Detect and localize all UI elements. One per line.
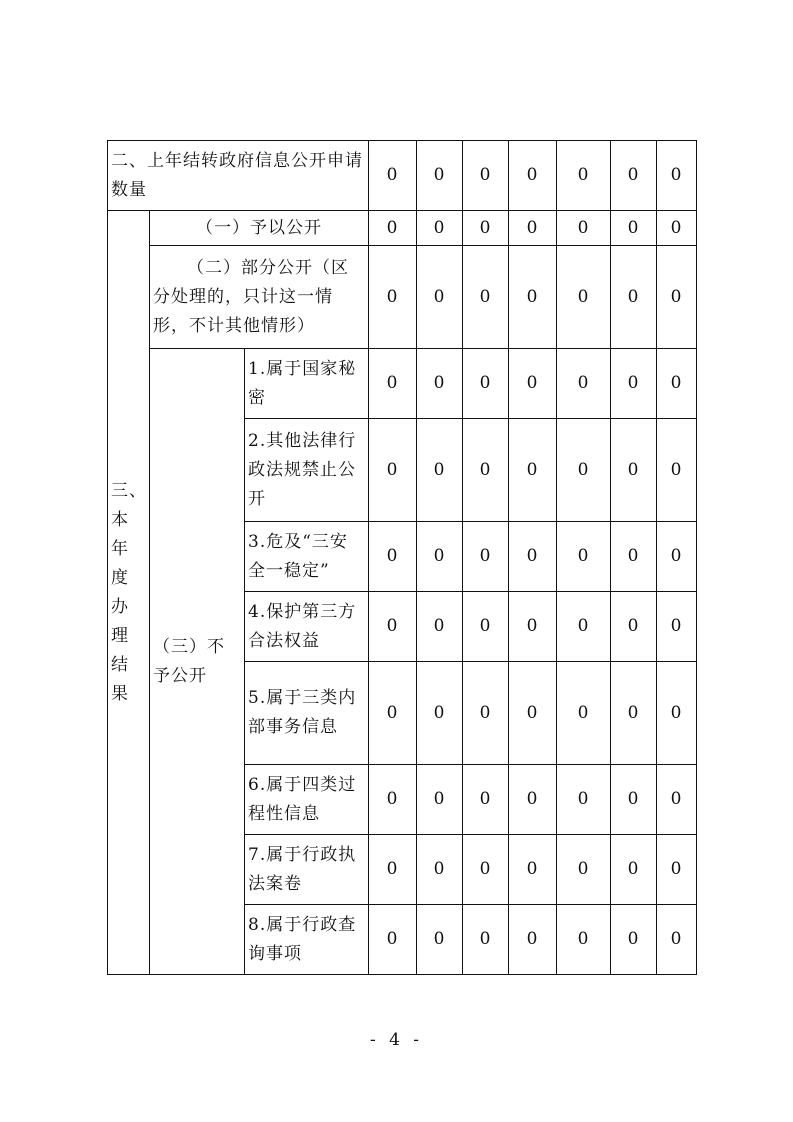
- table-cell: 0: [557, 349, 611, 419]
- table-row: [108, 141, 697, 211]
- table-cell: 0: [417, 141, 463, 211]
- table-row: [108, 246, 697, 349]
- table-cell: 0: [657, 592, 697, 662]
- row-label: 7.属于行政执法案卷: [245, 835, 369, 905]
- row-label: 3.危及“三安全一稳定”: [245, 522, 369, 592]
- table-cell: 0: [369, 211, 417, 246]
- table-cell: 0: [657, 246, 697, 349]
- table-cell: 0: [509, 246, 557, 349]
- table-cell: 0: [463, 662, 509, 765]
- table-cell: 0: [463, 522, 509, 592]
- row-label: 6.属于四类过程性信息: [245, 765, 369, 835]
- table-cell: 0: [611, 765, 657, 835]
- table-cell: 0: [369, 905, 417, 975]
- table-cell: 0: [509, 419, 557, 522]
- table-cell: 0: [557, 522, 611, 592]
- table-cell: 0: [417, 211, 463, 246]
- table-cell: 0: [657, 522, 697, 592]
- table-cell: 0: [417, 522, 463, 592]
- table-cell: 0: [417, 905, 463, 975]
- section-3-label: 三、本年度办理结果: [108, 211, 150, 975]
- table-cell: 0: [463, 905, 509, 975]
- table-cell: 0: [417, 662, 463, 765]
- table-cell: 0: [509, 592, 557, 662]
- table-cell: 0: [611, 662, 657, 765]
- table-cell: 0: [369, 419, 417, 522]
- table-row: [108, 211, 697, 246]
- table-cell: 0: [417, 349, 463, 419]
- table-cell: 0: [557, 835, 611, 905]
- table-cell: 0: [509, 522, 557, 592]
- table-cell: 0: [611, 522, 657, 592]
- row-label: 4.保护第三方合法权益: [245, 592, 369, 662]
- table-cell: 0: [611, 835, 657, 905]
- row-label: 2.其他法律行政法规禁止公开: [245, 419, 369, 522]
- row-label: 5.属于三类内部事务信息: [245, 662, 369, 765]
- table-cell: 0: [369, 141, 417, 211]
- table-cell: 0: [611, 349, 657, 419]
- table-cell: 0: [509, 141, 557, 211]
- page-number: - 4 -: [369, 1030, 424, 1050]
- table-cell: 0: [557, 141, 611, 211]
- table-cell: 0: [417, 592, 463, 662]
- table-cell: 0: [463, 765, 509, 835]
- table-cell: 0: [657, 835, 697, 905]
- table-cell: 0: [657, 141, 697, 211]
- table-cell: 0: [369, 349, 417, 419]
- table-cell: 0: [611, 246, 657, 349]
- row-label: 1.属于国家秘密: [245, 349, 369, 419]
- table-cell: 0: [557, 765, 611, 835]
- table-cell: 0: [463, 349, 509, 419]
- table-cell: 0: [369, 246, 417, 349]
- table-cell: 0: [463, 211, 509, 246]
- row-label: （一）予以公开: [150, 211, 369, 246]
- table-cell: 0: [509, 211, 557, 246]
- table-cell: 0: [369, 522, 417, 592]
- table-cell: 0: [657, 662, 697, 765]
- row-label: 二、上年结转政府信息公开申请数量: [108, 141, 369, 211]
- table-cell: 0: [369, 835, 417, 905]
- table-cell: 0: [417, 765, 463, 835]
- table-cell: 0: [369, 662, 417, 765]
- table-cell: 0: [557, 592, 611, 662]
- information-disclosure-table: [107, 140, 697, 975]
- row-label: 8.属于行政查询事项: [245, 905, 369, 975]
- table-cell: 0: [463, 246, 509, 349]
- table-cell: 0: [369, 592, 417, 662]
- table-cell: 0: [509, 662, 557, 765]
- table-cell: 0: [657, 349, 697, 419]
- table-cell: 0: [557, 662, 611, 765]
- table-cell: 0: [657, 765, 697, 835]
- table-cell: 0: [463, 835, 509, 905]
- table-cell: 0: [611, 211, 657, 246]
- table-cell: 0: [369, 765, 417, 835]
- table-cell: 0: [509, 765, 557, 835]
- table-cell: 0: [417, 419, 463, 522]
- table-cell: 0: [557, 905, 611, 975]
- table-cell: 0: [657, 419, 697, 522]
- table-cell: 0: [463, 592, 509, 662]
- table-cell: 0: [657, 211, 697, 246]
- table-cell: 0: [611, 905, 657, 975]
- table-cell: 0: [657, 905, 697, 975]
- table-cell: 0: [557, 211, 611, 246]
- table-row: [108, 349, 697, 419]
- table-cell: 0: [509, 349, 557, 419]
- table-cell: 0: [417, 246, 463, 349]
- row-label: （二）部分公开（区分处理的，只计这一情形，不计其他情形）: [150, 246, 369, 349]
- table-cell: 0: [509, 835, 557, 905]
- not-public-label: （三）不予公开: [150, 349, 245, 975]
- table-cell: 0: [417, 835, 463, 905]
- table-cell: 0: [611, 592, 657, 662]
- table-cell: 0: [611, 419, 657, 522]
- table-cell: 0: [557, 419, 611, 522]
- table-cell: 0: [509, 905, 557, 975]
- table-cell: 0: [463, 141, 509, 211]
- table-cell: 0: [611, 141, 657, 211]
- table-cell: 0: [557, 246, 611, 349]
- table-cell: 0: [463, 419, 509, 522]
